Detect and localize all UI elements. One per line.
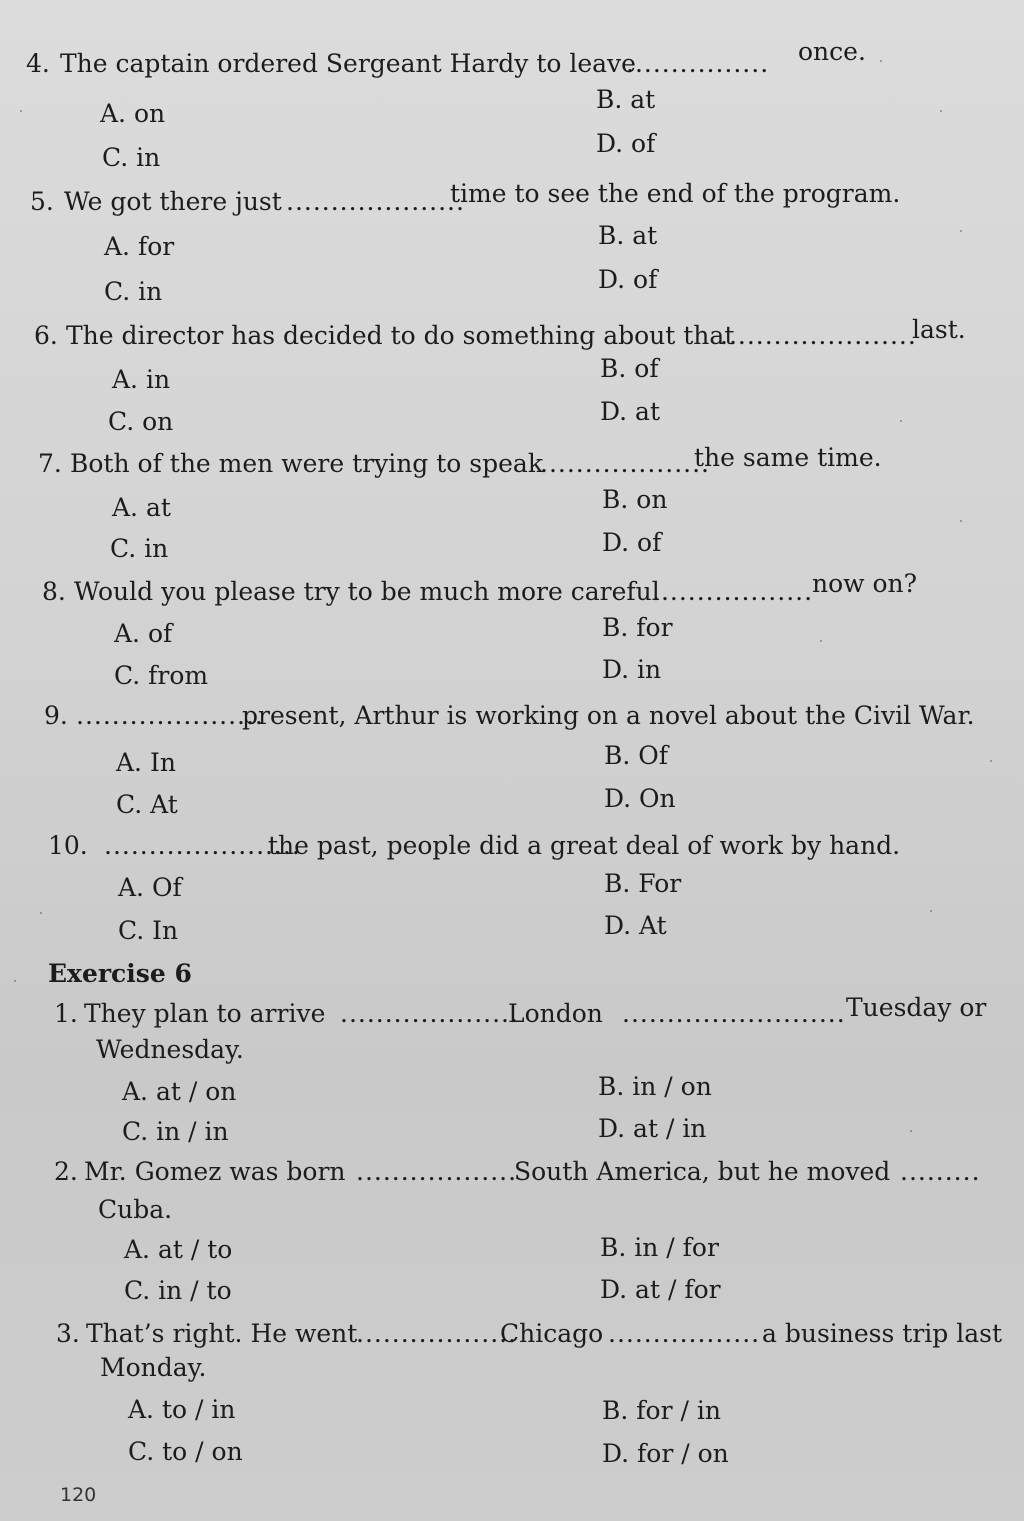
question-number: 7. [38,449,62,478]
option-a[interactable]: A. at / on [122,1077,237,1106]
answer-blank-1: .................. [356,1157,518,1186]
question-text-end: last. [912,315,966,344]
option-c[interactable]: C. in [104,277,163,306]
question-number: 9. [44,701,68,730]
question-text: Mr. Gomez was born [84,1157,346,1186]
question-10 [0,826,1024,866]
question-text: Would you please try to be much more careful [74,577,660,606]
answer-blank: ................ [626,49,770,78]
question-text-end: present, Arthur is working on a novel about the Civil War. [242,701,975,730]
option-c[interactable]: C. from [114,661,209,690]
scan-speck [14,980,16,982]
option-c[interactable]: C. At [116,790,178,819]
option-b[interactable]: B. on [602,485,668,514]
exercise6-question-3 [0,1314,1024,1354]
question-text: They plan to arrive [84,999,326,1028]
answer-blank-1: .................. [356,1319,518,1348]
option-b[interactable]: B. for / in [602,1396,721,1425]
scan-speck [990,760,992,762]
option-c[interactable]: C. to / on [128,1437,243,1466]
question-text-end: time to see the end of the program. [450,179,901,208]
question-continuation: Wednesday. [96,1035,244,1064]
option-b[interactable]: B. at [596,85,656,114]
question-number: 4. [26,49,50,78]
option-a[interactable]: A. to / in [128,1395,236,1424]
page-number: 120 [60,1484,97,1506]
option-a[interactable]: A. of [114,619,173,648]
option-d[interactable]: D. in [602,655,662,684]
scan-speck [20,110,22,112]
question-8 [0,569,1024,612]
option-a[interactable]: A. at / to [124,1235,233,1264]
question-6 [0,316,1024,356]
option-c[interactable]: C. in [110,534,169,563]
option-d[interactable]: D. of [598,265,658,294]
option-a[interactable]: A. in [112,365,171,394]
option-b[interactable]: B. Of [604,741,669,770]
scan-speck [930,910,932,912]
question-5 [0,179,1024,222]
exercise-title: Exercise 6 [48,959,192,988]
option-d[interactable]: D. of [602,528,662,557]
scan-speck [910,1130,912,1132]
scan-speck [960,230,962,232]
question-text-end: Tuesday or [846,993,987,1022]
option-d[interactable]: D. On [604,784,676,813]
option-a[interactable]: A. for [104,232,175,261]
question-text: We got there just [64,187,282,216]
option-b[interactable]: B. in / on [598,1072,712,1101]
option-b[interactable]: B. for [602,613,673,642]
question-9 [0,696,1024,736]
option-d[interactable]: D. At [604,911,667,940]
question-number: 6. [34,321,58,350]
option-a[interactable]: A. at [112,493,171,522]
question-text-mid: South America, but he moved [514,1157,891,1186]
answer-blank-2: ......................... [622,999,846,1028]
question-text-mid: London [508,999,603,1028]
exercise6-question-1 [0,994,1024,1034]
option-d[interactable]: D. at / for [600,1275,721,1304]
answer-blank-2: ......... [900,1157,981,1186]
scan-speck [960,520,962,522]
option-a[interactable]: A. In [116,748,176,777]
answer-blank: ...................... [720,321,917,350]
exercise6-question-2 [0,1152,1024,1192]
question-text-end: once. [798,37,866,66]
question-number: 8. [42,577,66,606]
question-4 [0,37,1024,84]
question-text-end: the same time. [694,443,882,472]
answer-blank: .................... [286,187,465,216]
question-number: 5. [30,187,54,216]
scan-speck [880,60,882,62]
option-c[interactable]: C. on [108,407,174,436]
option-d[interactable]: D. for / on [602,1439,729,1468]
option-d[interactable]: D. of [596,129,656,158]
scan-speck [900,420,902,422]
option-a[interactable]: A. Of [118,873,182,902]
answer-blank: ..................... [76,701,264,730]
option-d[interactable]: D. at [600,397,660,426]
question-number: 2. [54,1157,78,1186]
question-text: The captain ordered Sergeant Hardy to leave [60,49,636,78]
answer-blank: ...................... [104,831,301,860]
option-c[interactable]: C. in / to [124,1276,232,1305]
question-text: The director has decided to do something about that [66,321,735,350]
question-continuation: Monday. [100,1353,207,1382]
question-text-end: a business trip last [762,1319,1003,1348]
question-number: 3. [56,1319,80,1348]
question-text-mid: Chicago [500,1319,604,1348]
question-text: Both of the men were trying to speak [70,449,543,478]
option-d[interactable]: D. at / in [598,1114,707,1143]
scan-speck [40,912,42,914]
question-text-end: now on? [812,569,918,598]
option-c[interactable]: C. In [118,916,179,945]
option-c[interactable]: C. in / in [122,1117,229,1146]
option-a[interactable]: A. on [100,99,166,128]
option-c[interactable]: C. in [102,143,161,172]
question-7 [0,444,1024,484]
question-number: 1. [54,999,78,1028]
question-text: That’s right. He went [86,1319,358,1348]
answer-blank-1: .................... [340,999,519,1028]
option-b[interactable]: B. in / for [600,1233,719,1262]
answer-blank: ................... [540,449,710,478]
question-text-end: the past, people did a great deal of work by hand. [268,831,901,860]
answer-blank-2: ................. [608,1319,761,1348]
scan-speck [820,640,822,642]
question-number: 10. [48,831,88,860]
option-b[interactable]: B. at [598,221,658,250]
option-b[interactable]: B. For [604,869,682,898]
question-continuation: Cuba. [98,1195,173,1224]
scan-speck [940,110,942,112]
answer-blank: .................. [652,577,814,606]
option-b[interactable]: B. of [600,354,659,383]
